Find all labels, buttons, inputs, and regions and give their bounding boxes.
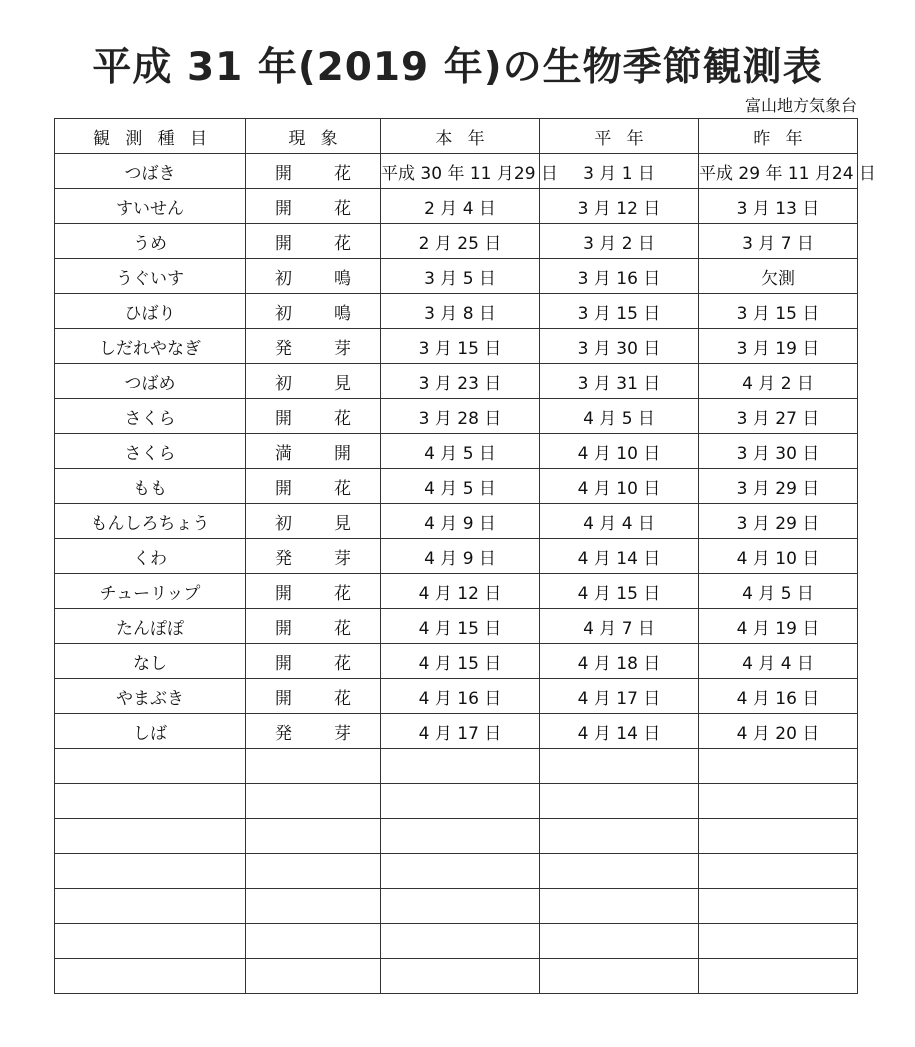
cell-this-year: 4 月 12 日 [381,574,540,609]
cell-last-year: 4 月 16 日 [699,679,858,714]
empty-cell [381,819,540,854]
phenomenon-char-1: 開 [275,233,292,254]
cell-this-year: 4 月 17 日 [381,714,540,749]
phenomenon-char-2: 花 [334,583,351,604]
cell-item: もも [55,469,246,504]
cell-phenomenon [246,189,381,224]
empty-cell [540,784,699,819]
empty-row [55,889,858,924]
header-this-year: 本年 [381,119,540,154]
empty-cell [381,854,540,889]
cell-last-year: 4 月 4 日 [699,644,858,679]
cell-this-year: 2 月 25 日 [381,224,540,259]
phenomenon-char-2: 花 [334,163,351,184]
cell-last-year: 3 月 29 日 [699,504,858,539]
cell-normal: 4 月 17 日 [540,679,699,714]
header-item: 観測種目 [55,119,246,154]
cell-normal: 3 月 1 日 [540,154,699,189]
cell-this-year: 2 月 4 日 [381,189,540,224]
cell-normal: 3 月 15 日 [540,294,699,329]
empty-cell [55,854,246,889]
cell-last-year: 4 月 20 日 [699,714,858,749]
cell-this-year: 4 月 15 日 [381,609,540,644]
cell-item: くわ [55,539,246,574]
table-row [55,259,858,294]
empty-row [55,924,858,959]
cell-phenomenon [246,329,381,364]
phenomenon-char-2: 花 [334,688,351,709]
table-row [55,644,858,679]
empty-cell [540,819,699,854]
cell-normal: 4 月 14 日 [540,539,699,574]
cell-normal: 4 月 4 日 [540,504,699,539]
empty-cell [540,959,699,994]
header-normal: 平年 [540,119,699,154]
phenomenon-char-1: 開 [275,653,292,674]
phenomenon-char-1: 初 [275,303,292,324]
cell-this-year: 4 月 5 日 [381,434,540,469]
phenomenon-char-2: 花 [334,618,351,639]
empty-row [55,819,858,854]
empty-cell [381,924,540,959]
cell-normal: 4 月 5 日 [540,399,699,434]
cell-this-year: 3 月 15 日 [381,329,540,364]
cell-last-year: 4 月 2 日 [699,364,858,399]
cell-normal: 3 月 16 日 [540,259,699,294]
cell-item: さくら [55,434,246,469]
cell-normal: 4 月 10 日 [540,434,699,469]
cell-this-year: 4 月 9 日 [381,539,540,574]
cell-item: しば [55,714,246,749]
phenomenon-char-2: 鳴 [334,303,351,324]
cell-item: さくら [55,399,246,434]
phenomenon-char-1: 開 [275,583,292,604]
empty-cell [55,784,246,819]
cell-this-year: 4 月 16 日 [381,679,540,714]
cell-last-year: 3 月 30 日 [699,434,858,469]
cell-this-year: 4 月 15 日 [381,644,540,679]
empty-cell [699,854,858,889]
cell-item: たんぽぽ [55,609,246,644]
cell-last-year: 3 月 13 日 [699,189,858,224]
cell-last-year: 3 月 27 日 [699,399,858,434]
cell-phenomenon [246,434,381,469]
empty-cell [55,819,246,854]
empty-cell [540,924,699,959]
table-header-row [55,119,858,154]
table-row [55,504,858,539]
empty-cell [699,784,858,819]
phenomenon-char-1: 開 [275,163,292,184]
empty-cell [55,889,246,924]
cell-last-year: 4 月 19 日 [699,609,858,644]
cell-this-year: 3 月 23 日 [381,364,540,399]
cell-normal: 3 月 30 日 [540,329,699,364]
cell-normal: 4 月 7 日 [540,609,699,644]
phenomenon-char-2: 芽 [334,338,351,359]
phenomenon-char-2: 花 [334,233,351,254]
cell-item: うぐいす [55,259,246,294]
cell-phenomenon [246,154,381,189]
phenomenon-char-1: 開 [275,478,292,499]
phenomenon-char-1: 開 [275,618,292,639]
table-row [55,609,858,644]
phenomenon-char-2: 見 [334,373,351,394]
cell-normal: 3 月 12 日 [540,189,699,224]
phenomenon-char-1: 初 [275,268,292,289]
phenomenon-char-1: 初 [275,373,292,394]
cell-last-year: 欠測 [699,259,858,294]
empty-row [55,959,858,994]
cell-last-year: 3 月 7 日 [699,224,858,259]
table-row [55,469,858,504]
empty-cell [55,924,246,959]
cell-item: しだれやなぎ [55,329,246,364]
table-row [55,399,858,434]
cell-this-year: 4 月 5 日 [381,469,540,504]
issuer-label: 富山地方気象台 [744,96,857,115]
table-body [55,154,876,994]
empty-cell [246,854,381,889]
phenomenon-char-2: 見 [334,513,351,534]
cell-item: うめ [55,224,246,259]
cell-last-year: 4 月 5 日 [699,574,858,609]
cell-phenomenon [246,539,381,574]
cell-last-year: 3 月 19 日 [699,329,858,364]
table-row [55,224,858,259]
cell-item: つばめ [55,364,246,399]
table-row [55,679,858,714]
empty-cell [381,889,540,924]
cell-phenomenon [246,609,381,644]
cell-phenomenon [246,224,381,259]
phenomenon-char-1: 発 [275,338,292,359]
phenomenon-char-2: 鳴 [334,268,351,289]
cell-last-year: 平成 29 年 11 月24 日 [699,154,858,189]
empty-cell [246,749,381,784]
table-row [55,189,858,224]
cell-phenomenon [246,364,381,399]
cell-phenomenon [246,574,381,609]
cell-this-year: 3 月 8 日 [381,294,540,329]
phenomenon-char-2: 花 [334,408,351,429]
table-row [55,329,858,364]
empty-cell [699,959,858,994]
cell-phenomenon [246,714,381,749]
cell-last-year: 3 月 15 日 [699,294,858,329]
cell-phenomenon [246,679,381,714]
empty-row [55,784,858,819]
table-row [55,539,858,574]
table-row [55,434,858,469]
phenomenon-char-1: 開 [275,688,292,709]
cell-phenomenon [246,399,381,434]
cell-this-year: 3 月 28 日 [381,399,540,434]
cell-normal: 4 月 18 日 [540,644,699,679]
empty-cell [540,854,699,889]
cell-normal: 3 月 2 日 [540,224,699,259]
empty-cell [381,749,540,784]
empty-cell [246,889,381,924]
cell-phenomenon [246,469,381,504]
cell-phenomenon [246,644,381,679]
cell-last-year: 3 月 29 日 [699,469,858,504]
observation-table [54,118,876,994]
empty-cell [246,924,381,959]
cell-normal: 4 月 10 日 [540,469,699,504]
table-row [55,294,858,329]
empty-cell [699,924,858,959]
cell-this-year: 平成 30 年 11 月29 日 [381,154,540,189]
table-row [55,364,858,399]
cell-this-year: 4 月 9 日 [381,504,540,539]
empty-cell [55,959,246,994]
empty-cell [246,959,381,994]
phenomenon-char-1: 初 [275,513,292,534]
header-phenomenon: 現象 [246,119,381,154]
cell-item: もんしろちょう [55,504,246,539]
phenomenon-char-2: 花 [334,653,351,674]
phenomenon-char-1: 開 [275,408,292,429]
cell-normal: 4 月 14 日 [540,714,699,749]
cell-item: ひばり [55,294,246,329]
phenomenon-char-1: 発 [275,723,292,744]
table-row [55,574,858,609]
cell-normal: 3 月 31 日 [540,364,699,399]
phenomenon-char-1: 発 [275,548,292,569]
cell-item: つばき [55,154,246,189]
phenomenon-char-2: 開 [334,443,351,464]
cell-phenomenon [246,294,381,329]
cell-item: なし [55,644,246,679]
phenomenon-char-2: 花 [334,198,351,219]
empty-cell [381,959,540,994]
phenomenon-char-2: 芽 [334,548,351,569]
empty-cell [699,749,858,784]
header-last-year: 昨年 [699,119,858,154]
phenomenon-char-2: 花 [334,478,351,499]
empty-row [55,854,858,889]
empty-row [55,749,858,784]
phenomenon-char-1: 満 [275,443,292,464]
empty-cell [55,749,246,784]
cell-phenomenon [246,259,381,294]
table-row [55,714,858,749]
empty-cell [540,889,699,924]
page-title: 平成 31 年(2019 年)の生物季節観測表 [92,45,823,90]
cell-last-year: 4 月 10 日 [699,539,858,574]
empty-cell [246,784,381,819]
cell-item: すいせん [55,189,246,224]
phenomenon-char-1: 開 [275,198,292,219]
empty-cell [699,819,858,854]
empty-cell [699,889,858,924]
cell-phenomenon [246,504,381,539]
cell-this-year: 3 月 5 日 [381,259,540,294]
empty-cell [381,784,540,819]
empty-cell [246,819,381,854]
cell-item: やまぶき [55,679,246,714]
table-row [55,154,858,189]
empty-cell [540,749,699,784]
cell-normal: 4 月 15 日 [540,574,699,609]
phenomenon-char-2: 芽 [334,723,351,744]
cell-item: チューリップ [55,574,246,609]
